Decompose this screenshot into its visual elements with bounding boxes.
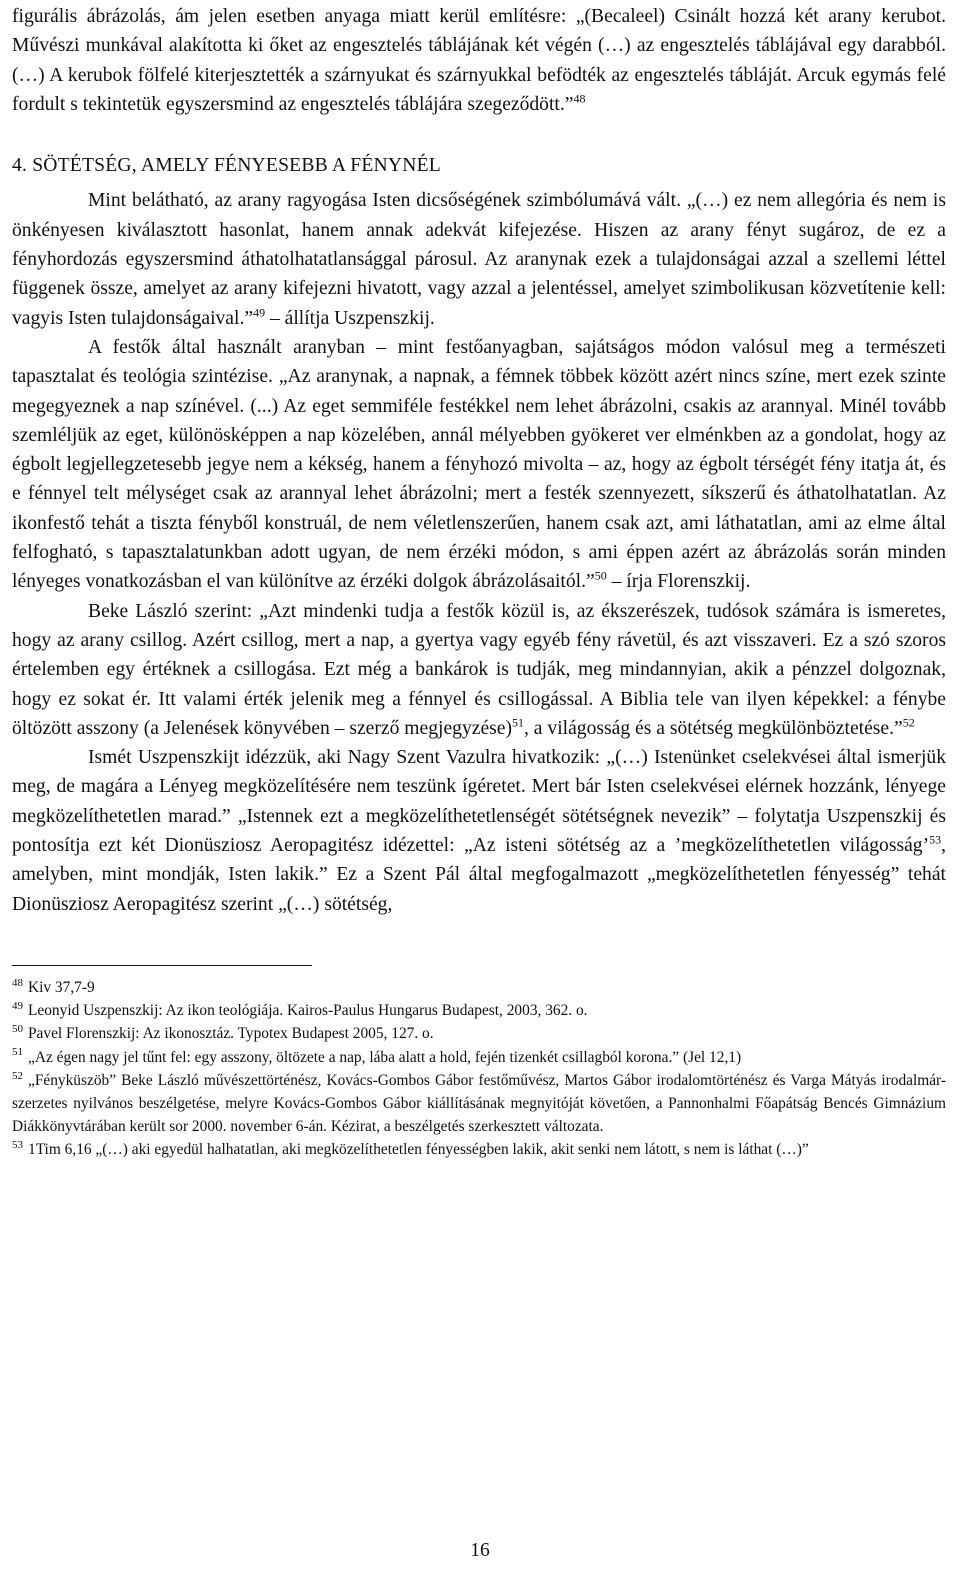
paragraph-text: Beke László szerint: „Azt mindenki tudja a festők közül is, az ékszerészek, tudósok számára is ismeretes, hogy az arany csillog. Azért csillog, mert a nap, a gyertya vagy egyéb fény rávetül, és azt visszaveri. Ez a szó szoros értelemben egy értéknek a csillogása. Ezt még a bankárok is tudják, meg mindannyian, akik a pénzzel dolgoznak, hogy ez sokat ér. Itt valami érték jelenik meg a fénnyel és csillogással. A Biblia tele van ilyen képekkel: a fénybe öltözött asszony (a Jelenések könyvében – szerző megjegyzése) — [12, 600, 946, 739]
footnote-number: 52 — [12, 1069, 23, 1082]
footnote-ref[interactable]: 49 — [253, 305, 266, 320]
footnote-ref[interactable]: 53 — [929, 832, 942, 847]
paragraph-4 — [12, 743, 946, 919]
paragraph-text: , a világosság és a sötétség megkülönböztetése.” — [524, 717, 903, 739]
section-heading: 4. SÖTÉTSÉG, AMELY FÉNYESEBB A FÉNYNÉL — [12, 155, 441, 177]
footnote-number: 48 — [12, 976, 23, 989]
footnotes — [12, 976, 946, 1162]
paragraph-continuation — [12, 2, 946, 119]
paragraph-text: Ismét Uszpenszkijt idézzük, aki Nagy Szent Vazulra hivatkozik: „(…) Istenünket cselekvései által ismerjük meg, de magára a Lényeg megközelítésére nem teszünk ígéretet. Mert bár Isten cselekvései elérnek hozzánk, lényege megközelíthetetlen marad.” „Istennek ezt a megközelíthetetlenségét sötétségnek nevezik” – folytatja Uszpenszkij és pontosítja ezt két Dionüsziosz Aeropagitész idézettel: „Az isteni sötétség az a ’megközelíthetetlen világosság’ — [12, 747, 946, 857]
paragraph-text: figurális ábrázolás, ám jelen esetben anyaga miatt kerül említésre: „(Becaleel) Csinált hozzá két arany kerubot. Művészi munkával alakította ki őket az engesztelés táblájának két végén (…) az engesztelés táblájával egy darabból. (…) A kerubok fölfelé kiterjesztették a szárnyukat és szárnyukkal befödték az engesztelés tábláját. Arcuk egymás felé fordult s tekintetük egyszersmind az engesztelés táblájára szegeződött.” — [12, 6, 946, 115]
footnote-separator — [12, 965, 312, 966]
footnote-text: Kiv 37,7-9 — [28, 978, 95, 996]
footnote-text: Leonyid Uszpenszkij: Az ikon teológiája. Kairos-Paulus Hungarus Budapest, 2003, 362. o. — [28, 1002, 588, 1020]
footnote-text: Pavel Florenszkij: Az ikonosztáz. Typotex Budapest 2005, 127. o. — [28, 1025, 434, 1043]
footnote-number: 53 — [12, 1139, 23, 1152]
footnote — [12, 1022, 946, 1045]
main-text — [12, 2, 946, 919]
footnote-ref[interactable]: 48 — [573, 91, 586, 106]
paragraph-text: Mint belátható, az arany ragyogása Isten dicsőségének szimbólumává vált. „(…) ez nem allegória és nem is önkényesen kiválasztott hasonlat, hanem annak adekvát kifejezése. Hiszen az arany fényt sugároz, de ez a fényhordozás egyszersmind áthatolhatatlansággal párosul. Az aranynak ezek a tulajdonságai azzal a szellemi léttel függenek össze, amelyet az arany kifejezni hivatott, vagy azzal a jelentéssel, amelyet szimbolikusan közvetítenie kell: vagyis Isten tulajdonságaival.” — [12, 190, 946, 329]
paragraph-1 — [12, 186, 946, 332]
footnote-text: „Fényküszöb” Beke László művészettörténész, Kovács-Gombos Gábor festőművész, Martos Gábor irodalomtörténész és Varga Mátyás irodalmár-szerzetes nyilvános beszélgetése, melyre Kovács-Gombos Gábor kiállításának megnyitóját követően, a Pannonhalmi Főapátság Bencés Gimnázium Diákkönyvtárában került sor 2000. november 6-án. Kézirat, a beszélgetés szerkesztett változata. — [12, 1071, 946, 1136]
paragraph-text: A festők által használt aranyban – mint festőanyagban, sajátságos módon valósul meg a természeti tapasztalat és teológia szintézise. „Az aranynak, a napnak, a fémnek többek között azért nincs színe, mert ezek szinte megegyeznek a nap színével. (...) Az eget semmiféle festékkel nem lehet ábrázolni, csakis az arannyal. Minél tovább szemléljük az eget, különösképpen a nap közelében, annál mélyebben gyökeret ver elménkben az a gondolat, hogy az égbolt legjellegzetesebb jegye nem a kékség, hanem a fényhozó mivolta – az, hogy az égbolt térségét fény itatja át, és e fénnyel telt mélységet csak az arannyal lehet ábrázolni; mert a festék szennyezett, síkszerű és áthatolhatatlan. Az ikonfestő tehát a tiszta fényből konstruál, de nem véletlenszerűen, hanem csak azt, ami láthatatlan, ami az elme által felfogható, s tapasztalatunkban adott ugyan, de nem érzéki módon, s ami éppen azért az ábrázolás során minden lényeges vonatkozásban el van különítve az érzéki dolgok ábrázolásaitól.” — [12, 336, 946, 593]
paragraph-2 — [12, 333, 946, 597]
footnote-number: 50 — [12, 1023, 23, 1036]
footnote — [12, 999, 946, 1022]
footnote — [12, 1069, 946, 1139]
footnote-text: 1Tim 6,16 „(…) aki egyedül halhatatlan, aki megközelíthetetlen fényességben lakik, akit senki nem látott, s nem is láthat (…)” — [28, 1141, 809, 1159]
footnote-text: „Az égen nagy jel tűnt fel: egy asszony, öltözete a nap, lába alatt a hold, fején tizenkét csillagból korona.” (Jel 12,1) — [28, 1048, 742, 1066]
paragraph-3 — [12, 597, 946, 743]
page-number: 16 — [470, 1540, 490, 1561]
footnote — [12, 1046, 946, 1069]
paragraph-text: – írja Florenszkij. — [606, 571, 751, 593]
footnote-ref[interactable]: 51 — [512, 715, 524, 730]
paragraph-text: – állítja Uszpenszkij. — [265, 307, 435, 329]
footnote-number: 49 — [12, 999, 23, 1012]
footnote — [12, 976, 946, 999]
paragraph-text: , amelyben, mint mondják, Isten lakik.” Ez a Szent Pál által megfogalmazott „megközelíthetetlen fényesség” tehát Dionüsziosz Aeropagitész szerint „(…) sötétség, — [12, 835, 946, 915]
footnote-number: 51 — [12, 1046, 23, 1059]
footnote-ref[interactable]: 52 — [902, 715, 915, 730]
footnote-ref[interactable]: 50 — [594, 568, 607, 583]
footnote — [12, 1138, 946, 1161]
